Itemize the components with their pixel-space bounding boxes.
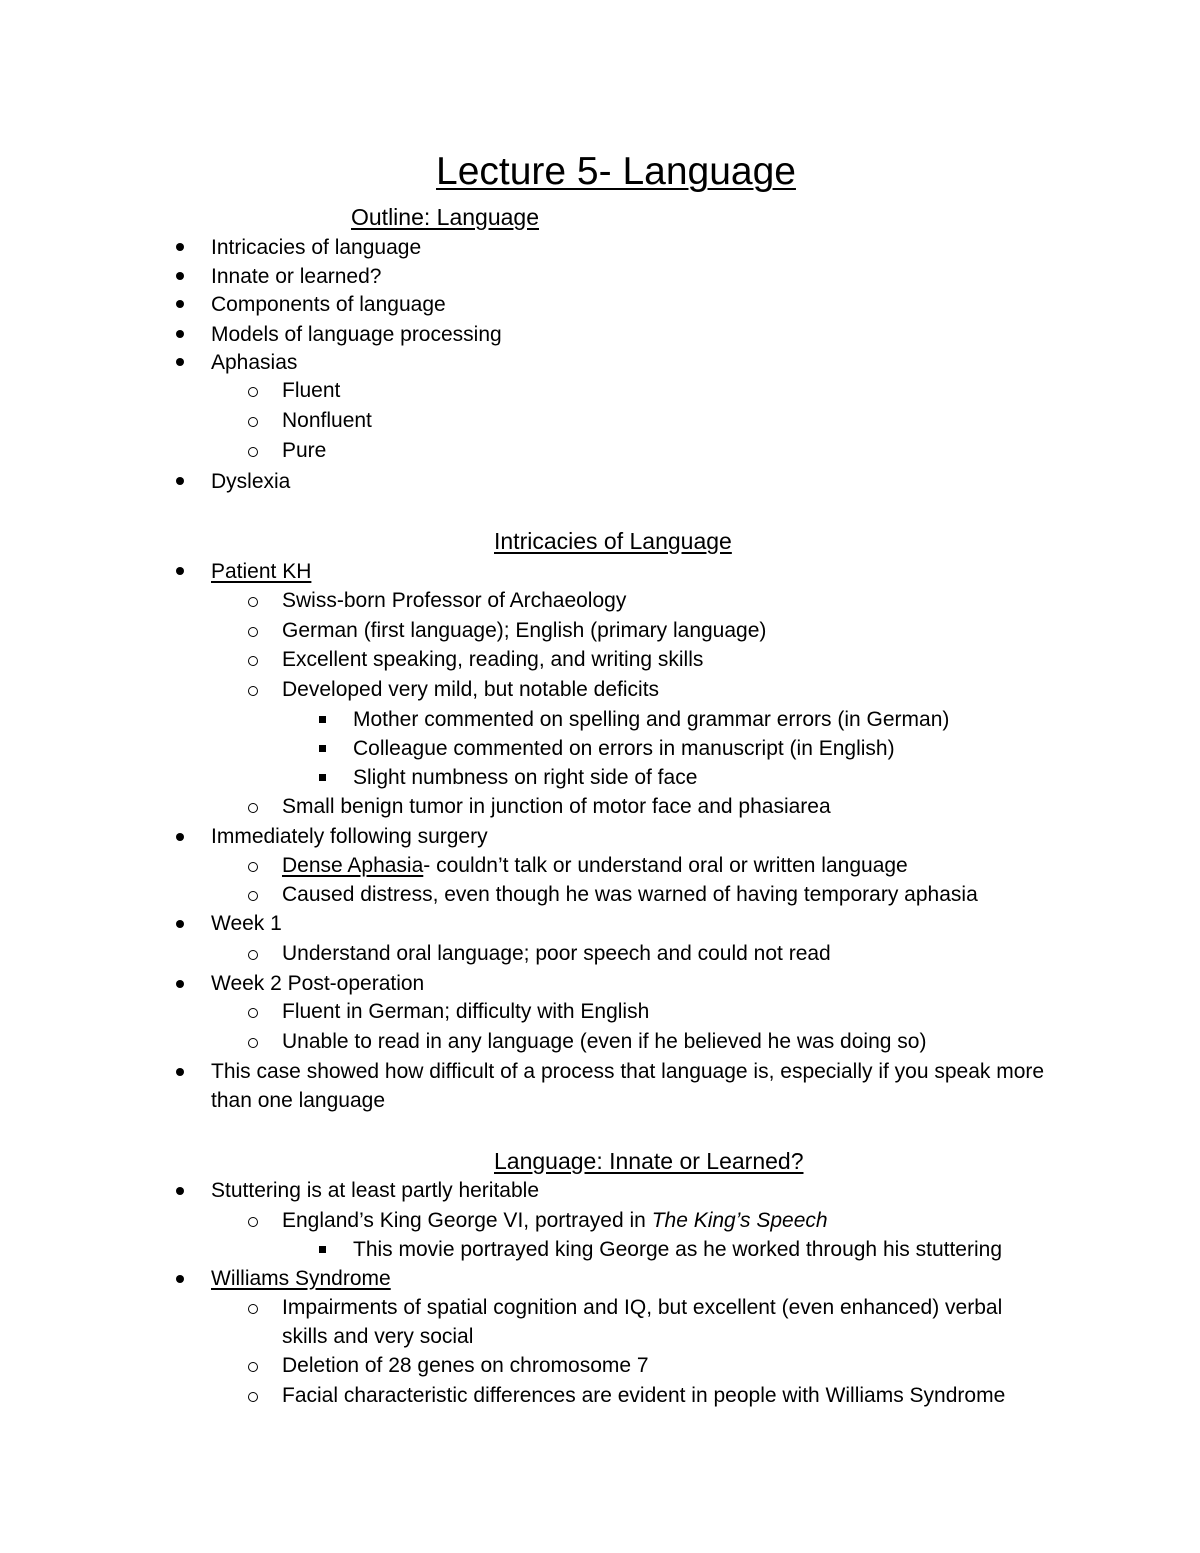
bullet-icon bbox=[176, 1068, 184, 1076]
list-item: Caused distress, even though he was warned of having temporary aphasia bbox=[282, 883, 978, 906]
williams-syndrome-label: Williams Syndrome bbox=[211, 1267, 391, 1290]
bullet-icon bbox=[176, 243, 184, 251]
sub-bullet-icon bbox=[248, 1304, 258, 1314]
list-item: Facial characteristic differences are evident in people with Williams Syndrome bbox=[282, 1384, 1006, 1407]
outline-item: Aphasias bbox=[211, 351, 298, 374]
sub-bullet-icon bbox=[248, 597, 258, 607]
list-item: Unable to read in any language (even if he believed he was doing so) bbox=[282, 1030, 927, 1053]
bullet-icon bbox=[176, 300, 184, 308]
sub-bullet-icon bbox=[248, 891, 258, 901]
list-item-continuation: skills and very social bbox=[282, 1325, 474, 1348]
bullet-icon bbox=[176, 330, 184, 338]
list-item: Fluent in German; difficulty with English bbox=[282, 1000, 650, 1023]
list-item: Week 2 Post-operation bbox=[211, 972, 425, 995]
bullet-icon bbox=[176, 1187, 184, 1195]
bullet-icon bbox=[176, 1275, 184, 1283]
sub-bullet-icon bbox=[248, 862, 258, 872]
dense-aphasia-term: Dense Aphasia bbox=[282, 854, 424, 877]
outline-item: Models of language processing bbox=[211, 323, 502, 346]
outline-subitem: Nonfluent bbox=[282, 409, 372, 432]
dense-aphasia-description: - couldn’t talk or understand oral or written language bbox=[423, 854, 908, 877]
list-item: Excellent speaking, reading, and writing skills bbox=[282, 648, 704, 671]
list-item bbox=[282, 852, 908, 880]
sub-bullet-icon bbox=[248, 1362, 258, 1372]
page-title: Lecture 5- Language bbox=[436, 150, 796, 193]
list-item: Colleague commented on errors in manuscript (in English) bbox=[353, 737, 895, 760]
square-bullet-icon bbox=[319, 774, 326, 781]
outline-subitem: Fluent bbox=[282, 379, 341, 402]
sub-bullet-icon bbox=[248, 1008, 258, 1018]
intricacies-heading: Intricacies of Language bbox=[494, 528, 732, 554]
outline-subitem: Pure bbox=[282, 439, 327, 462]
bullet-icon bbox=[176, 980, 184, 988]
outline-item: Dyslexia bbox=[211, 470, 291, 493]
list-item: Deletion of 28 genes on chromosome 7 bbox=[282, 1354, 649, 1377]
patient-kh-label: Patient KH bbox=[211, 560, 312, 583]
sub-bullet-icon bbox=[248, 417, 258, 427]
list-item: Stuttering is at least partly heritable bbox=[211, 1179, 540, 1202]
sub-bullet-icon bbox=[248, 950, 258, 960]
sub-bullet-icon bbox=[248, 803, 258, 813]
sub-bullet-icon bbox=[248, 1038, 258, 1048]
bullet-icon bbox=[176, 833, 184, 841]
square-bullet-icon bbox=[319, 745, 326, 752]
outline-heading: Outline: Language bbox=[351, 204, 539, 230]
outline-item: Innate or learned? bbox=[211, 265, 382, 288]
bullet-icon bbox=[176, 567, 184, 575]
sub-bullet-icon bbox=[248, 1217, 258, 1227]
list-item: Developed very mild, but notable deficits bbox=[282, 678, 660, 701]
sub-bullet-icon bbox=[248, 447, 258, 457]
square-bullet-icon bbox=[319, 1246, 326, 1253]
square-bullet-icon bbox=[319, 716, 326, 723]
innate-heading: Language: Innate or Learned? bbox=[494, 1148, 804, 1174]
sub-bullet-icon bbox=[248, 1392, 258, 1402]
list-item: This case showed how difficult of a process that language is, especially if you speak more bbox=[211, 1060, 1045, 1083]
bullet-icon bbox=[176, 272, 184, 280]
bullet-icon bbox=[176, 477, 184, 485]
list-item-continuation: than one language bbox=[211, 1089, 385, 1112]
sub-bullet-icon bbox=[248, 387, 258, 397]
sub-bullet-icon bbox=[248, 627, 258, 637]
list-item: Immediately following surgery bbox=[211, 825, 488, 848]
movie-title: The King’s Speech bbox=[651, 1209, 828, 1232]
list-item: Swiss-born Professor of Archaeology bbox=[282, 589, 627, 612]
list-item: Slight numbness on right side of face bbox=[353, 766, 698, 789]
list-item: Week 1 bbox=[211, 912, 282, 935]
bullet-icon bbox=[176, 358, 184, 366]
list-item: Understand oral language; poor speech and could not read bbox=[282, 942, 831, 965]
outline-item: Intricacies of language bbox=[211, 236, 422, 259]
list-item: This movie portrayed king George as he worked through his stuttering bbox=[353, 1238, 1003, 1261]
sub-bullet-icon bbox=[248, 656, 258, 666]
list-item: Impairments of spatial cognition and IQ, but excellent (even enhanced) verbal bbox=[282, 1296, 1003, 1319]
bullet-icon bbox=[176, 920, 184, 928]
sub-bullet-icon bbox=[248, 686, 258, 696]
list-item: German (first language); English (primary language) bbox=[282, 619, 767, 642]
outline-item: Components of language bbox=[211, 293, 446, 316]
list-item: Small benign tumor in junction of motor face and phasiarea bbox=[282, 795, 831, 818]
list-item: Mother commented on spelling and grammar errors (in German) bbox=[353, 708, 950, 731]
king-george-text: England’s King George VI, portrayed in bbox=[282, 1209, 652, 1232]
list-item bbox=[282, 1207, 828, 1235]
